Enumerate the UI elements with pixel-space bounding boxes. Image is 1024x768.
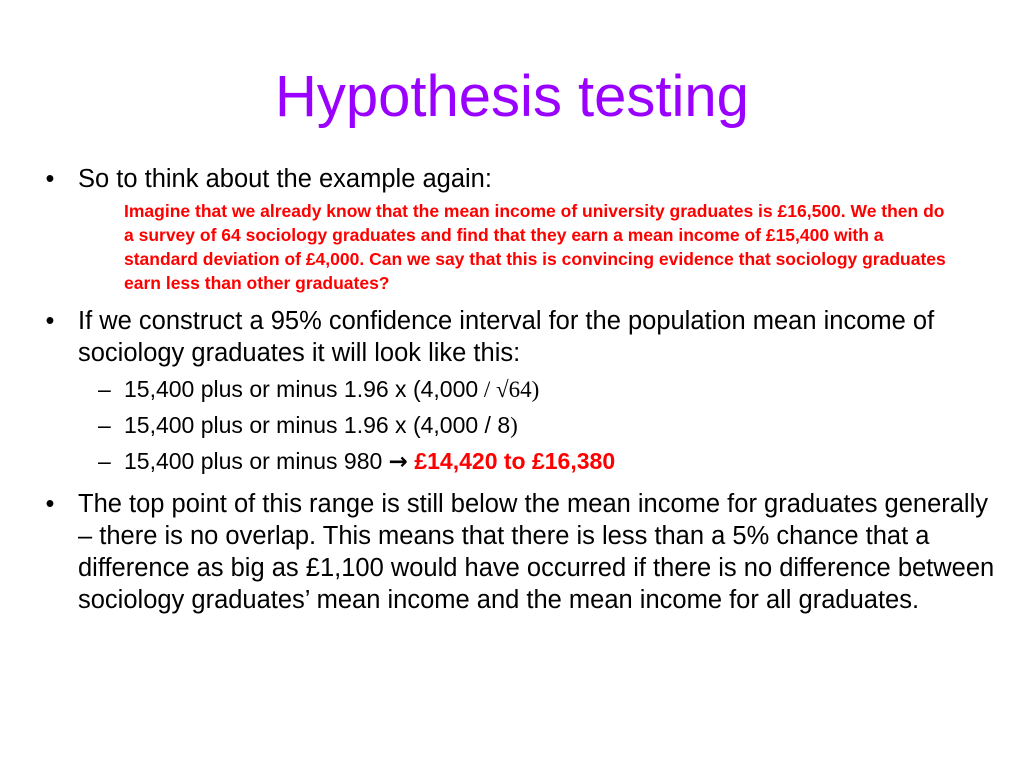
bullet-text: So to think about the example again: — [78, 165, 492, 193]
bullet-item-1 — [40, 163, 1000, 195]
sub-marker: – — [98, 448, 111, 474]
bullet-marker: • — [45, 490, 55, 518]
sub-text: 15,400 plus or minus 1.96 x (4,000 / 8 — [124, 412, 511, 438]
bullet-text: If we construct a 95% confidence interval for the population mean income of sociology graduates it will look like this: — [78, 307, 935, 367]
bullet-item-2 — [40, 305, 1000, 369]
example-quote: Imagine that we already know that the mean income of university graduates is £16,500. We then do a survey of 64 sociology graduates and find that they earn a mean income of £15,400 with a standard deviation of £4,000. Can we say that this is convincing evidence that sociology graduates earn less than other graduates? — [124, 201, 946, 293]
bullet-item-3 — [40, 488, 1000, 616]
bullet-marker: • — [45, 307, 55, 335]
sub-item-2 — [40, 410, 1000, 441]
slide-title: Hypothesis testing — [275, 64, 749, 129]
sub-marker: – — [98, 412, 111, 438]
sub-item-1 — [40, 374, 1000, 405]
sub-text: 15,400 plus or minus 980 — [124, 448, 389, 474]
bullet-marker: • — [45, 165, 55, 193]
interval-result: £14,420 to £16,380 — [414, 448, 616, 474]
sub-item-3 — [40, 446, 1000, 477]
right-arrow-icon: → — [388, 449, 408, 475]
bullet-text: The top point of this range is still below the mean income for graduates generally – there is no overlap. This means that there is less than a 5% chance that a difference as big as £1,100 would have occurred if there is no difference between sociology graduates’ mean income and the mean income for all graduates. — [78, 490, 995, 614]
slide-body — [40, 163, 1000, 620]
sub-marker: – — [98, 376, 111, 402]
sub-text: 15,400 plus or minus 1.96 x (4,000 — [124, 376, 479, 402]
sub-text-formula: / √64) — [478, 377, 540, 402]
sub-text-formula: ) — [510, 413, 518, 438]
